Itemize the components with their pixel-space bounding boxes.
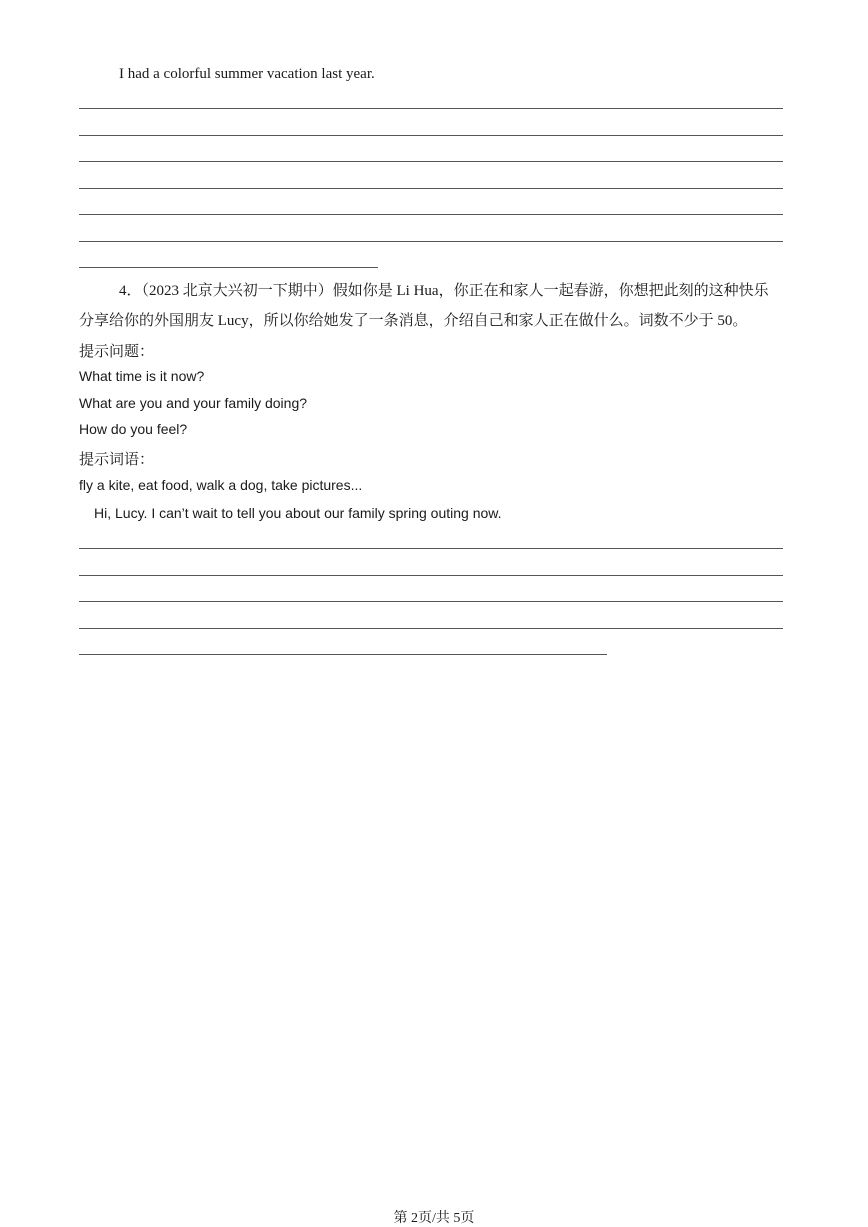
answer-line: [79, 628, 783, 629]
hint-questions-label: 提示问题：: [79, 344, 155, 360]
hint-question: What are you and your family doing?: [79, 395, 308, 411]
page-number: 第 2页/共 5页: [393, 1211, 475, 1226]
answer-line: [79, 548, 783, 549]
hint-words: fly a kite, eat food, walk a dog, take pictures...: [79, 477, 363, 493]
answer-line: [79, 601, 783, 602]
hint-words-label: 提示词语：: [79, 452, 155, 468]
answer-line-short: [79, 267, 378, 268]
answer-line-short: [79, 654, 607, 655]
question-4-line-2: 分享给你的外国朋友 Lucy，所以你给她发了一条消息，介绍自己和家人正在做什么。词数不少于 50。: [79, 313, 748, 329]
answer-line: [79, 575, 783, 576]
answer-line: [79, 188, 783, 189]
hint-question: What time is it now?: [79, 368, 205, 384]
question-4-line-1: 4．（2023 北京大兴初一下期中）假如你是 Li Hua，你正在和家人一起春游，你想把此刻的这种快乐: [119, 283, 769, 299]
answer-line: [79, 108, 783, 109]
answer-line: [79, 214, 783, 215]
answer-line: [79, 241, 783, 242]
answer-line: [79, 161, 783, 162]
section4-opening-sentence: Hi, Lucy. I can’t wait to tell you about our family spring outing now.: [94, 505, 502, 521]
hint-question: How do you feel?: [79, 421, 188, 437]
section3-opening-sentence: I had a colorful summer vacation last year.: [119, 66, 375, 82]
answer-line: [79, 135, 783, 136]
